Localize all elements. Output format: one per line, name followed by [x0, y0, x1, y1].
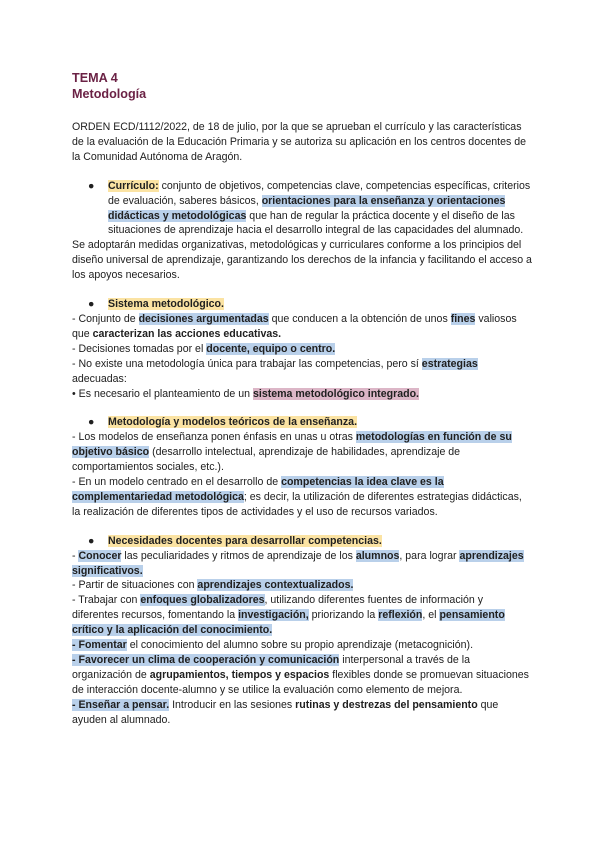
modelos-line-2 [72, 475, 532, 520]
necesidades-heading: Necesidades docentes para desarrollar competencias. [108, 534, 382, 547]
text: (desarrollo intelectual, aprendizaje de habilidades, aprendizaje de comportamientos sociales, etc.). [72, 446, 461, 474]
section-heading-sistema [72, 297, 532, 312]
highlight: aprendizajes significativos. [72, 549, 524, 577]
bold-text: agrupamientos, tiempos y espacios [149, 668, 330, 681]
modelos-heading: Metodología y modelos teóricos de la enseñanza. [108, 416, 358, 429]
highlight: alumnos [355, 549, 400, 562]
text: que ayuden al alumnado. [72, 698, 499, 726]
highlight: estrategias [421, 357, 478, 370]
sistema-line-1 [72, 312, 532, 342]
section-heading-necesidades [72, 534, 532, 549]
highlight: - Enseñar a pensar. [72, 698, 170, 711]
highlight: - Fomentar [72, 639, 127, 652]
highlight: fines [450, 312, 476, 325]
section-heading-modelos [72, 415, 532, 430]
bullet-icon: ● [88, 416, 95, 429]
bold-text: caracterizan las acciones educativas. [92, 327, 282, 340]
bold-text: rutinas y destrezas del pensamiento [295, 698, 478, 711]
necesidades-line-6 [72, 698, 532, 728]
highlight: - Favorecer un clima de cooperación y comunicación [72, 654, 340, 666]
text: que conducen a la obtención de unos [268, 312, 451, 325]
text: ; es decir, la utilización de diferentes estrategias didácticas, la realización de diferentes tipos de actividades y el uso de recursos variados. [72, 490, 522, 518]
text: - Trabajar con [72, 594, 141, 607]
text: priorizando la [308, 609, 379, 622]
highlight: metodologías en función de su objetivo básico [72, 431, 512, 459]
medidas-paragraph: Se adoptarán medidas organizativas, metodológicas y curriculares conforme a los principios del diseño universal de aprendizaje, garantizando los derechos de la infancia y facilitando el acceso a los apoyos necesarios. [72, 239, 532, 282]
necesidades-line-5 [72, 653, 532, 698]
text: - Decisiones tomadas por el [72, 342, 207, 355]
sistema-heading: Sistema metodológico. [108, 298, 224, 311]
highlight: enfoques globalizadores [140, 594, 265, 607]
text: el conocimiento del alumno sobre su propio aprendizaje (metacognición). [126, 639, 474, 652]
highlight: Conocer [78, 549, 122, 562]
text: - No existe una metodología única para trabajar las competencias, pero sí [72, 357, 422, 370]
text: interpersonal a través de la organización de [72, 654, 471, 681]
bullet-icon: ● [88, 298, 95, 311]
bullet-icon: ● [88, 534, 95, 547]
modelos-line-1 [72, 430, 532, 475]
highlight: aprendizajes contextualizados. [197, 579, 354, 592]
text: - Los modelos de enseñanza ponen énfasis en unas u otras [72, 431, 356, 444]
text: • Es necesario el planteamiento de un [72, 387, 253, 400]
highlight: investigación, [238, 609, 309, 622]
curriculo-term: Currículo: [108, 179, 159, 192]
text: Introducir en las sesiones [169, 698, 296, 711]
sistema-line-4 [72, 387, 532, 402]
intro-paragraph: ORDEN ECD/1112/2022, de 18 de julio, por la que se aprueban el currículo y las características de la evaluación de la Educación Primaria y se autoriza su aplicación en los centros docentes de la Comunidad Autónoma de Aragón. [72, 121, 527, 163]
text: - Partir de situaciones con [72, 579, 198, 592]
highlight: sistema metodológico integrado. [252, 387, 419, 400]
sistema-line-3 [72, 357, 532, 387]
necesidades-line-3 [72, 593, 532, 638]
bullet-icon: ● [88, 179, 95, 192]
curriculo-highlight: orientaciones para la enseñanza y orientaciones didácticas y metodológicas [108, 194, 506, 222]
highlight: competencias la idea clave es la complementariedad metodológica [72, 476, 444, 503]
document-page [72, 70, 532, 728]
text: , utilizando diferentes fuentes de información y diferentes recursos, fomentando la [72, 594, 483, 622]
text: - Conjunto de [72, 312, 139, 325]
curriculo-text: conjunto de objetivos, competencias clave, competencias específicas, criterios de evaluación, saberes básicos, [108, 179, 531, 207]
text: , para lograr [399, 549, 460, 562]
highlight: docente, equipo o centro. [206, 342, 336, 355]
curriculo-text-end: que han de regular la práctica docente y el diseño de las situaciones de aprendizaje hacia el desarrollo integral de las capacidades del alumnado. [108, 209, 524, 237]
text: adecuadas: [72, 372, 127, 385]
page-title: Metodología [72, 87, 147, 101]
text: , el [422, 609, 440, 622]
topic-number: TEMA 4 [72, 71, 118, 85]
curriculo-bullet [72, 179, 532, 239]
highlight: reflexión [378, 609, 423, 622]
text: - [72, 549, 79, 562]
necesidades-line-4 [72, 638, 532, 653]
necesidades-line-2 [72, 578, 532, 593]
text: valiosos que [72, 312, 517, 340]
text: flexibles donde se promuevan situaciones de interacción docente-alumno y se utilice la evaluación como elemento de mejora. [72, 668, 529, 696]
highlight: pensamiento crítico y la aplicación del conocimiento. [72, 609, 505, 637]
necesidades-line-1 [72, 549, 532, 579]
highlight: decisiones argumentadas [138, 312, 269, 325]
text: las peculiaridades y ritmos de aprendizaje de los [121, 549, 356, 562]
sistema-line-2 [72, 342, 532, 357]
text: - En un modelo centrado en el desarrollo de [72, 476, 282, 489]
